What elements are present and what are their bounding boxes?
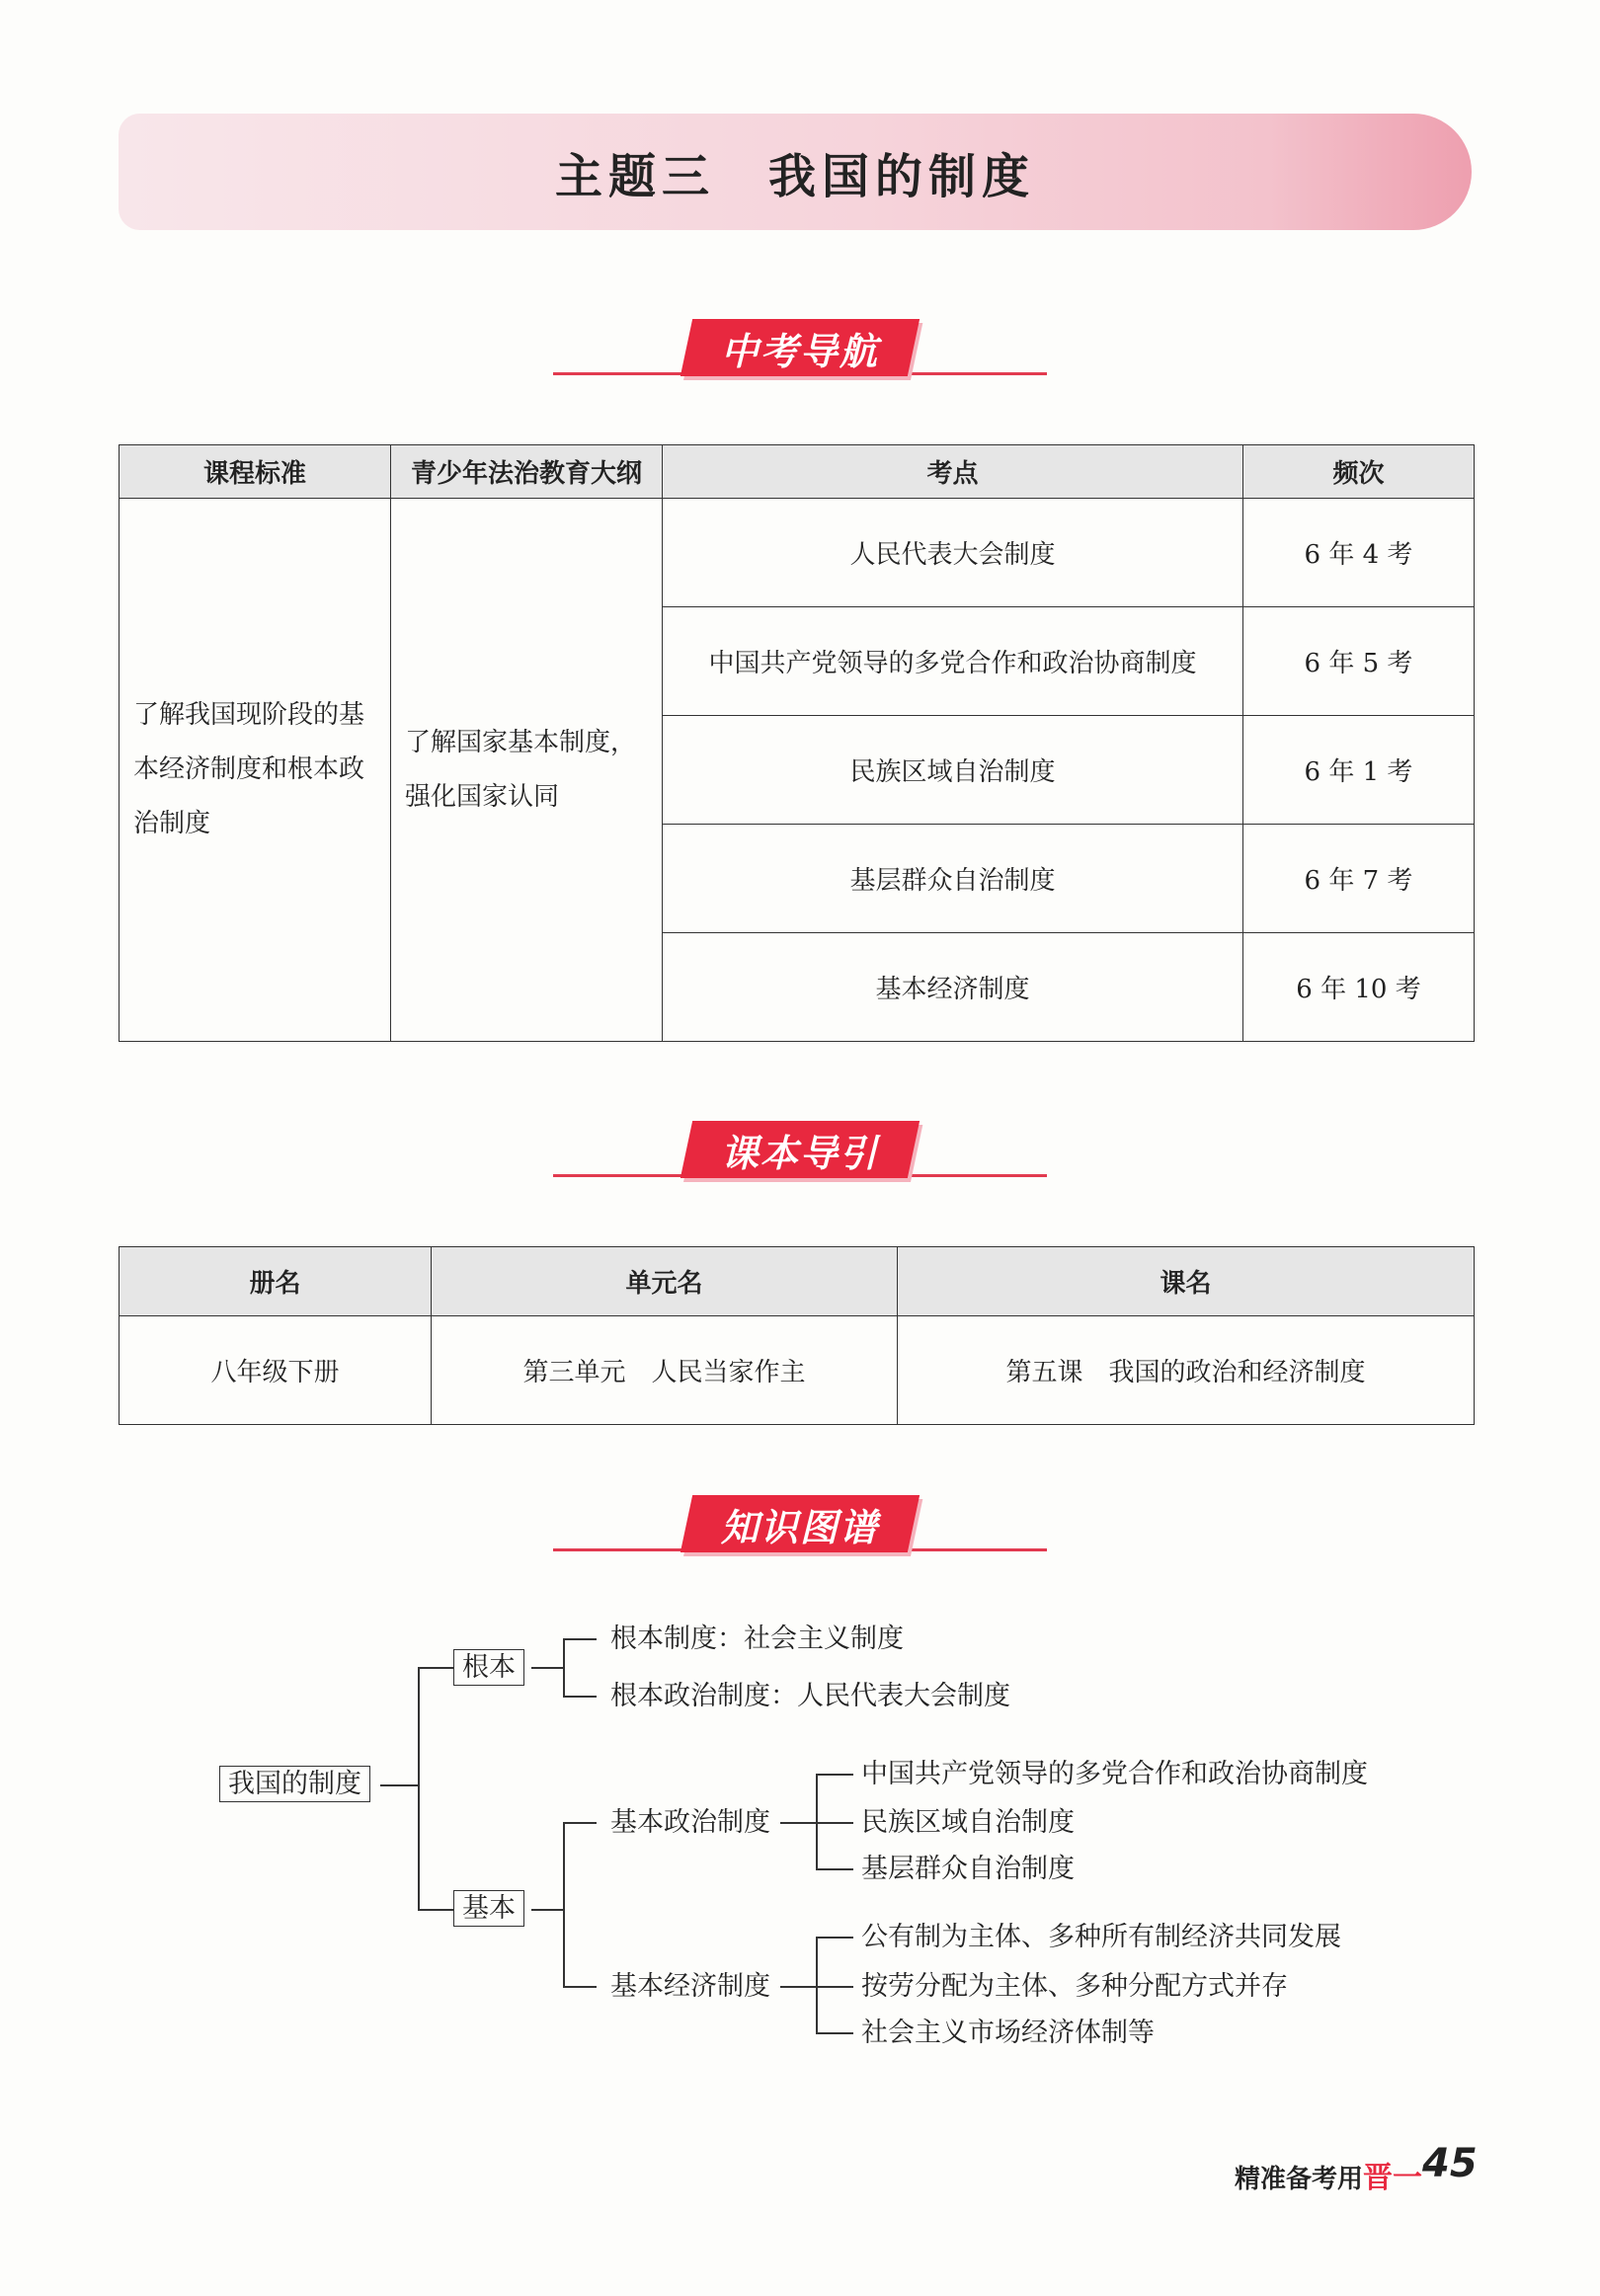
connector — [418, 1909, 453, 1911]
header-lesson: 课名 — [898, 1247, 1475, 1316]
header-volume: 册名 — [120, 1247, 432, 1316]
connector — [816, 1937, 853, 1939]
page-number: 45 — [1422, 2141, 1478, 2186]
section-heading-textbook: 课本导引 — [680, 1121, 920, 1178]
connector — [563, 1638, 565, 1698]
frequency-cell: 6 年 1 考 — [1243, 716, 1475, 825]
mindmap-political-item: 基层群众自治制度 — [861, 1854, 1075, 1884]
header-unit: 单元名 — [432, 1247, 898, 1316]
mindmap-fundamental-item: 根本政治制度：人民代表大会制度 — [610, 1681, 1010, 1711]
mindmap-economic-item: 公有制为主体、多种所有制经济共同发展 — [861, 1922, 1341, 1952]
mindmap-fundamental: 根本 — [453, 1649, 524, 1686]
connector — [816, 1822, 853, 1824]
connector — [780, 1822, 818, 1824]
connector — [563, 1638, 597, 1640]
exam-point-cell: 中国共产党领导的多党合作和政治协商制度 — [663, 607, 1243, 716]
frequency-cell: 6 年 7 考 — [1243, 825, 1475, 933]
course-standard-cell: 了解我国现阶段的基本经济制度和根本政治制度 — [120, 499, 391, 1042]
connector — [780, 1986, 818, 1988]
textbook-guide-table — [119, 1246, 1475, 1425]
header-outline: 青少年法治教育大纲 — [391, 445, 663, 499]
connector — [816, 2032, 853, 2034]
mindmap-basic: 基本 — [453, 1890, 524, 1927]
footer-brand: 晋一 — [1363, 2161, 1422, 2195]
header-exam-point: 考点 — [663, 445, 1243, 499]
exam-point-cell: 民族区域自治制度 — [663, 716, 1243, 825]
mindmap-political-item: 中国共产党领导的多党合作和政治协商制度 — [861, 1759, 1368, 1789]
page-title: 主题三 我国的制度 — [554, 148, 1035, 204]
connector — [563, 1986, 597, 1988]
mindmap-basic-political: 基本政治制度 — [610, 1807, 770, 1838]
footer-label: 精准备考用晋一 — [1234, 2161, 1422, 2195]
connector — [563, 1822, 597, 1824]
connector — [563, 1822, 565, 1988]
frequency-cell: 6 年 5 考 — [1243, 607, 1475, 716]
connector — [380, 1784, 420, 1786]
connector — [531, 1667, 565, 1669]
connector — [816, 1774, 853, 1776]
exam-navigation-table — [119, 444, 1475, 1042]
lesson-cell: 第五课 我国的政治和经济制度 — [898, 1316, 1475, 1425]
mindmap-fundamental-item: 根本制度：社会主义制度 — [610, 1623, 904, 1654]
mindmap-political-item: 民族区域自治制度 — [861, 1807, 1075, 1838]
connector — [816, 1868, 853, 1870]
connector — [816, 1986, 853, 1988]
mindmap-basic-economic: 基本经济制度 — [610, 1971, 770, 2002]
exam-point-cell: 基本经济制度 — [663, 933, 1243, 1042]
section-heading-navigation: 中考导航 — [680, 319, 920, 376]
exam-point-cell: 人民代表大会制度 — [663, 499, 1243, 607]
connector — [418, 1667, 420, 1911]
mindmap-root: 我国的制度 — [219, 1766, 370, 1802]
unit-cell: 第三单元 人民当家作主 — [432, 1316, 898, 1425]
outline-cell: 了解国家基本制度，强化国家认同 — [391, 499, 663, 1042]
connector — [418, 1667, 453, 1669]
section-heading-knowledge-map: 知识图谱 — [680, 1495, 920, 1552]
exam-point-cell: 基层群众自治制度 — [663, 825, 1243, 933]
connector — [563, 1696, 597, 1698]
frequency-cell: 6 年 10 考 — [1243, 933, 1475, 1042]
mindmap-economic-item: 社会主义市场经济体制等 — [861, 2018, 1155, 2048]
connector — [531, 1909, 565, 1911]
frequency-cell: 6 年 4 考 — [1243, 499, 1475, 607]
volume-cell: 八年级下册 — [120, 1316, 432, 1425]
header-course-standard: 课程标准 — [120, 445, 391, 499]
mindmap-economic-item: 按劳分配为主体、多种分配方式并存 — [861, 1971, 1288, 2002]
header-frequency: 频次 — [1243, 445, 1475, 499]
